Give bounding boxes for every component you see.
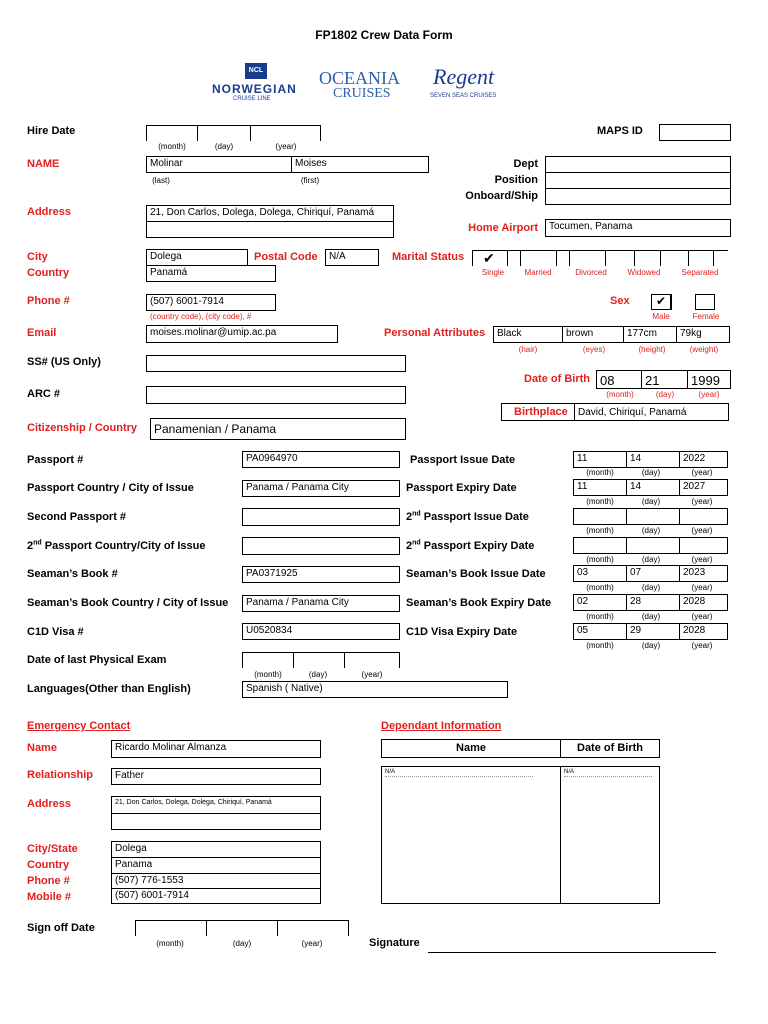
onboard-ship-input[interactable]: [545, 188, 731, 205]
dob-day-input[interactable]: 21: [641, 370, 688, 389]
address-line1-input[interactable]: 21, Don Carlos, Dolega, Dolega, Chiriquí, Panamá: [146, 205, 394, 222]
passport-expiry-day-hint: (day): [641, 497, 661, 506]
divorced-option: Divorced: [575, 268, 607, 277]
seamans-expiry-month[interactable]: 02: [573, 594, 627, 611]
hair-input[interactable]: Black: [493, 326, 563, 343]
hair-hint: (hair): [518, 345, 538, 354]
seamans-book-issue-label: Seaman’s Book Issue Date: [406, 568, 546, 580]
ss-input[interactable]: [146, 355, 406, 372]
passport-expiry-year-hint: (year): [691, 497, 713, 506]
date-of-birth-label: Date of Birth: [524, 373, 590, 385]
birthplace-field: [501, 403, 729, 421]
ncl-badge: NCL: [245, 63, 267, 79]
ec-country-label: Country: [27, 859, 70, 871]
second-passport-issue-month[interactable]: [573, 508, 627, 525]
postal-code-input[interactable]: N/A: [325, 249, 379, 266]
citizenship-input[interactable]: Panamenian / Panama: [150, 418, 406, 440]
ec-city-input[interactable]: Dolega: [111, 841, 321, 858]
widowed-option: Widowed: [627, 268, 661, 277]
second-passport-country-label: 2nd Passport Country/City of Issue: [27, 539, 206, 552]
passport-issue-month-hint: (month): [586, 468, 614, 477]
seamans-book-expiry-label: Seaman’s Book Expiry Date: [406, 597, 552, 609]
male-option: Male: [652, 312, 670, 321]
address-line2-input[interactable]: [146, 221, 394, 238]
seamans-book-country-label: Seaman’s Book Country / City of Issue: [27, 597, 229, 609]
maps-id-input[interactable]: [659, 124, 731, 141]
second-passport-issue-label: 2nd Passport Issue Date: [406, 510, 529, 523]
dep-dob-value: N/A: [564, 768, 652, 777]
phone-label: Phone #: [27, 295, 70, 307]
onboard-ship-label: Onboard/Ship: [465, 190, 538, 202]
address-label: Address: [27, 206, 72, 218]
second-passport-issue-year[interactable]: [679, 508, 728, 525]
eyes-hint: (eyes): [582, 345, 606, 354]
height-hint: (height): [638, 345, 666, 354]
physical-day-hint: (day): [308, 670, 328, 679]
single-option: Single: [481, 268, 505, 277]
phone-hint: (country code), (city code), #: [150, 312, 252, 321]
seamans-expiry-year-hint: (year): [691, 612, 713, 621]
dob-day-hint: (day): [655, 390, 675, 399]
passport-issue-day[interactable]: 14: [626, 451, 680, 468]
passport-issue-year[interactable]: 2022: [679, 451, 728, 468]
emergency-contact-heading: Emergency Contact: [27, 720, 131, 732]
country-input[interactable]: Panamá: [146, 265, 276, 282]
passport-issue-month[interactable]: 11: [573, 451, 627, 468]
sex-female-checkbox[interactable]: [695, 294, 715, 310]
second-issue-day-hint: (day): [641, 526, 661, 535]
passport-expiry-month-hint: (month): [586, 497, 614, 506]
arc-label: ARC #: [27, 388, 61, 400]
postal-code-label: Postal Code: [254, 251, 318, 263]
country-label: Country: [27, 267, 70, 279]
dependant-information-heading: Dependant Information: [381, 720, 502, 732]
languages-input[interactable]: Spanish ( Native): [242, 681, 508, 698]
ec-phone-label: Phone #: [27, 875, 70, 887]
oceania-line-2: CRUISES: [333, 86, 391, 101]
regent-line-1: Regent: [433, 64, 495, 89]
passport-label: Passport #: [27, 454, 84, 466]
sex-label: Sex: [610, 295, 630, 307]
second-expiry-month-hint: (month): [586, 555, 614, 564]
languages-label: Languages(Other than English): [27, 683, 191, 695]
maps-id-label: MAPS ID: [597, 125, 643, 137]
second-passport-issue-day[interactable]: [626, 508, 680, 525]
second-passport-expiry-label: 2nd Passport Expiry Date: [406, 539, 535, 552]
seamans-expiry-year[interactable]: 2028: [679, 594, 728, 611]
birthplace-label: Birthplace: [514, 406, 568, 418]
seamans-issue-month-hint: (month): [586, 583, 614, 592]
hire-date-label: Hire Date: [27, 125, 76, 137]
ec-relationship-input[interactable]: Father: [111, 768, 321, 785]
seamans-book-label: Seaman’s Book #: [27, 568, 118, 580]
height-input[interactable]: 177cm: [623, 326, 677, 343]
hire-day-hint: (day): [214, 142, 234, 151]
passport-expiry-day[interactable]: 14: [626, 479, 680, 496]
ec-relationship-label: Relationship: [27, 769, 94, 781]
seamans-issue-month[interactable]: 03: [573, 565, 627, 582]
seamans-issue-day-hint: (day): [641, 583, 661, 592]
ec-phone-input[interactable]: (507) 776-1553: [111, 873, 321, 889]
arc-input[interactable]: [146, 386, 406, 404]
dept-label: Dept: [513, 158, 538, 170]
hire-month-hint: (month): [158, 142, 186, 151]
ss-label: SS# (US Only): [27, 356, 101, 368]
separated-option: Separated: [681, 268, 719, 277]
dob-month-input[interactable]: 08: [596, 370, 642, 389]
seamans-book-input[interactable]: PA0371925: [242, 566, 400, 583]
c1d-visa-label: C1D Visa #: [27, 626, 84, 638]
seamans-expiry-day-hint: (day): [641, 612, 661, 621]
passport-country-input[interactable]: Panama / Panama City: [242, 480, 400, 497]
second-expiry-day-hint: (day): [641, 555, 661, 564]
passport-expiry-month[interactable]: 11: [573, 479, 627, 496]
dep-name-value: N/A: [385, 768, 533, 777]
dept-input[interactable]: [545, 156, 731, 173]
dep-dob-cell[interactable]: [560, 766, 660, 904]
email-label: Email: [27, 327, 57, 339]
ec-name-input[interactable]: Ricardo Molinar Almanza: [111, 740, 321, 758]
form-title: FP1802 Crew Data Form: [315, 28, 453, 42]
signature-label: Signature: [369, 937, 420, 949]
second-passport-expiry-year[interactable]: [679, 537, 728, 554]
seamans-issue-day[interactable]: 07: [626, 565, 680, 582]
ec-address-line2-input[interactable]: [111, 813, 321, 830]
second-passport-expiry-month[interactable]: [573, 537, 627, 554]
first-name-input[interactable]: Moises: [291, 156, 429, 173]
female-option: Female: [692, 312, 720, 321]
signoff-year-hint: (year): [301, 939, 323, 948]
regent-line-2: SEVEN SEAS CRUISES: [430, 93, 497, 99]
second-passport-country-input[interactable]: [242, 537, 400, 555]
personal-attributes-label: Personal Attributes: [384, 327, 486, 339]
citizenship-label: Citizenship / Country: [27, 422, 137, 434]
c1d-expiry-day[interactable]: 29: [626, 623, 680, 640]
c1d-expiry-year-hint: (year): [691, 641, 713, 650]
c1d-visa-expiry-label: C1D Visa Expiry Date: [406, 626, 518, 638]
married-option: Married: [524, 268, 552, 277]
eyes-input[interactable]: brown: [562, 326, 624, 343]
phone-input[interactable]: (507) 6001-7914: [146, 294, 276, 311]
city-label: City: [27, 251, 48, 263]
dep-name-cell[interactable]: [381, 766, 561, 904]
passport-issue-year-hint: (year): [691, 468, 713, 477]
c1d-expiry-month[interactable]: 05: [573, 623, 627, 640]
signoff-day-hint: (day): [232, 939, 252, 948]
ec-mobile-label: Mobile #: [27, 891, 72, 903]
signature-line[interactable]: [428, 952, 716, 953]
seamans-issue-year-hint: (year): [691, 583, 713, 592]
ec-address-line1-input[interactable]: 21, Don Carlos, Dolega, Dolega, Chiriquí, Panamá: [111, 796, 321, 814]
seamans-book-country-input[interactable]: Panama / Panama City: [242, 595, 400, 612]
sex-male-checkbox[interactable]: ✔: [651, 294, 671, 310]
ncl-sub: CRUISE LINE: [233, 96, 271, 102]
c1d-expiry-day-hint: (day): [641, 641, 661, 650]
passport-expiry-label: Passport Expiry Date: [406, 482, 517, 494]
name-label: NAME: [27, 158, 60, 170]
physical-month-hint: (month): [254, 670, 282, 679]
ec-mobile-input[interactable]: (507) 6001-7914: [111, 888, 321, 904]
dep-name-header: Name: [381, 739, 561, 758]
position-input[interactable]: [545, 172, 731, 189]
birthplace-value[interactable]: David, Chiriquí, Panamá: [578, 407, 687, 418]
seamans-expiry-day[interactable]: 28: [626, 594, 680, 611]
passport-issue-day-hint: (day): [641, 468, 661, 477]
second-passport-label: Second Passport #: [27, 511, 127, 523]
passport-input[interactable]: PA0964970: [242, 451, 400, 468]
weight-hint: (weight): [689, 345, 719, 354]
first-hint: (first): [300, 176, 320, 185]
home-airport-input[interactable]: Tocumen, Panama: [545, 219, 731, 237]
second-issue-year-hint: (year): [691, 526, 713, 535]
city-input[interactable]: Dolega: [146, 249, 248, 266]
second-issue-month-hint: (month): [586, 526, 614, 535]
c1d-expiry-year[interactable]: 2028: [679, 623, 728, 640]
weight-input[interactable]: 79kg: [676, 326, 730, 343]
ncl-name: NORWEGIAN: [212, 82, 297, 96]
c1d-expiry-month-hint: (month): [586, 641, 614, 650]
home-airport-label: Home Airport: [468, 222, 538, 234]
hire-year-hint: (year): [275, 142, 297, 151]
ec-address-label: Address: [27, 798, 72, 810]
last-name-input[interactable]: Molinar: [146, 156, 292, 173]
c1d-visa-input[interactable]: U0520834: [242, 623, 400, 640]
ec-city-state-label: City/State: [27, 843, 78, 855]
last-hint: (last): [152, 176, 170, 185]
passport-country-label: Passport Country / City of Issue: [27, 482, 194, 494]
sign-off-date-label: Sign off Date: [27, 922, 95, 934]
marital-status-label: Marital Status: [392, 251, 465, 263]
marital-single-checkbox[interactable]: ✔: [483, 250, 495, 266]
dob-year-hint: (year): [698, 390, 720, 399]
email-input[interactable]: moises.molinar@umip.ac.pa: [146, 325, 338, 343]
passport-issue-label: Passport Issue Date: [410, 454, 516, 466]
dep-dob-header: Date of Birth: [560, 739, 660, 758]
second-expiry-year-hint: (year): [691, 555, 713, 564]
oceania-line-1: OCEANIA: [319, 68, 400, 88]
seamans-expiry-month-hint: (month): [586, 612, 614, 621]
ec-name-label: Name: [27, 742, 57, 754]
last-physical-label: Date of last Physical Exam: [27, 654, 167, 666]
seamans-issue-year[interactable]: 2023: [679, 565, 728, 582]
ec-country-input[interactable]: Panama: [111, 857, 321, 874]
dob-month-hint: (month): [606, 390, 634, 399]
physical-year-hint: (year): [361, 670, 383, 679]
second-passport-expiry-day[interactable]: [626, 537, 680, 554]
position-label: Position: [494, 174, 538, 186]
second-passport-input[interactable]: [242, 508, 400, 526]
dob-year-input[interactable]: 1999: [687, 370, 731, 389]
passport-expiry-year[interactable]: 2027: [679, 479, 728, 496]
signoff-month-hint: (month): [156, 939, 184, 948]
